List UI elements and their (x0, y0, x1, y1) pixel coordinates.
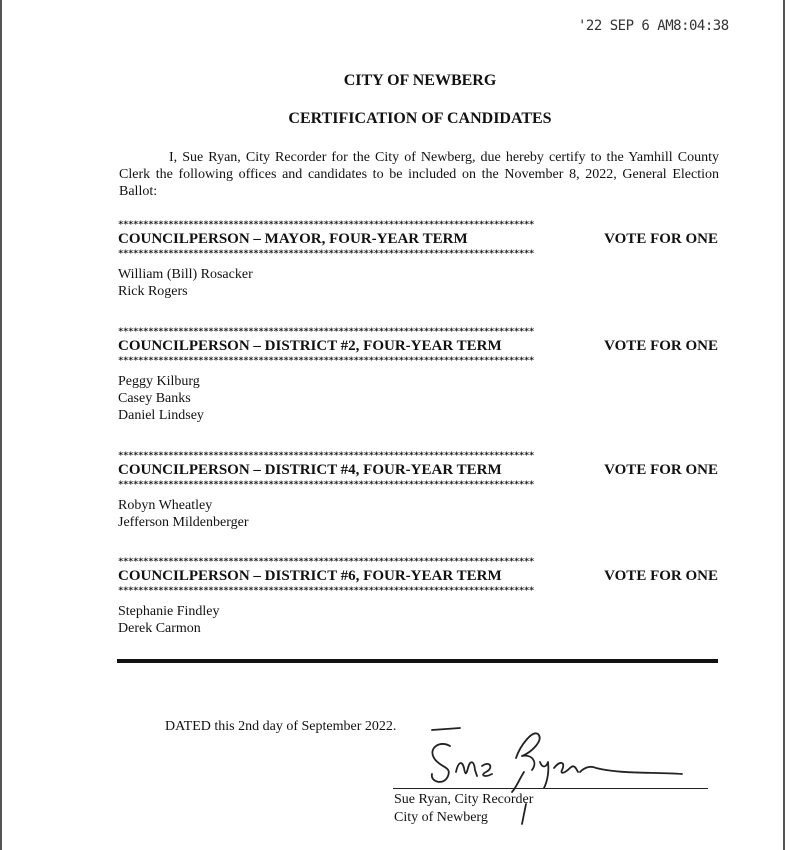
vote-instruction: VOTE FOR ONE (604, 568, 718, 584)
office-header (118, 337, 718, 355)
office-section-district-6 (118, 556, 718, 637)
signer-name-title: Sue Ryan, City Recorder (394, 792, 534, 807)
candidate-name: Peggy Kilburg (118, 374, 200, 389)
asterisk-separator-bottom: *********************************************************************************** (118, 248, 534, 259)
candidate-list (118, 497, 718, 531)
candidate-name: Robyn Wheatley (118, 498, 213, 513)
asterisk-separator-top: *********************************************************************************** (118, 450, 534, 461)
received-time-stamp: '22 SEP 6 AM8:04:38 (578, 18, 729, 34)
candidate-list (118, 603, 718, 637)
candidate-list (118, 373, 718, 424)
candidate-name: Daniel Lindsey (118, 408, 204, 423)
vote-instruction: VOTE FOR ONE (604, 338, 718, 354)
office-title: COUNCILPERSON – DISTRICT #6, FOUR-YEAR TERM (118, 568, 502, 584)
intro-paragraph (119, 149, 719, 200)
signature-line (393, 788, 708, 789)
asterisk-separator-bottom: *********************************************************************************** (118, 585, 534, 596)
office-title: COUNCILPERSON – DISTRICT #4, FOUR-YEAR TERM (118, 462, 502, 478)
intro-text: I, Sue Ryan, City Recorder for the City of Newberg, due hereby certify to the Yamhill County Clerk the following offices and candidates to be included on the November 8, 2022, General Election Ballot: (119, 150, 719, 199)
section-divider-rule (117, 659, 718, 663)
office-section-mayor (118, 219, 718, 300)
office-section-district-4 (118, 450, 718, 531)
asterisk-separator-top: *********************************************************************************** (118, 219, 534, 230)
asterisk-separator-bottom: *********************************************************************************** (118, 355, 534, 366)
candidate-name: Stephanie Findley (118, 604, 220, 619)
office-header (118, 567, 718, 585)
vote-instruction: VOTE FOR ONE (604, 231, 718, 247)
asterisk-separator-top: *********************************************************************************** (118, 326, 534, 337)
signer-block (394, 791, 533, 827)
candidate-name: Casey Banks (118, 391, 191, 406)
asterisk-separator-bottom: *********************************************************************************** (118, 479, 534, 490)
office-header (118, 461, 718, 479)
signer-organization: City of Newberg (394, 810, 488, 825)
candidate-name: Jefferson Mildenberger (118, 515, 249, 530)
dated-line: DATED this 2nd day of September 2022. (165, 719, 397, 734)
candidate-name: Rick Rogers (118, 284, 188, 299)
office-title: COUNCILPERSON – DISTRICT #2, FOUR-YEAR TERM (118, 338, 502, 354)
candidate-list (118, 266, 718, 300)
candidate-name: William (Bill) Rosacker (118, 267, 253, 282)
candidate-name: Derek Carmon (118, 621, 201, 636)
city-heading: CITY OF NEWBERG (343, 72, 497, 89)
office-title: COUNCILPERSON – MAYOR, FOUR-YEAR TERM (118, 231, 468, 247)
asterisk-separator-top: *********************************************************************************** (118, 556, 534, 567)
office-header (118, 230, 718, 248)
document-title: CERTIFICATION OF CANDIDATES (288, 110, 552, 127)
office-section-district-2 (118, 326, 718, 424)
vote-instruction: VOTE FOR ONE (604, 462, 718, 478)
